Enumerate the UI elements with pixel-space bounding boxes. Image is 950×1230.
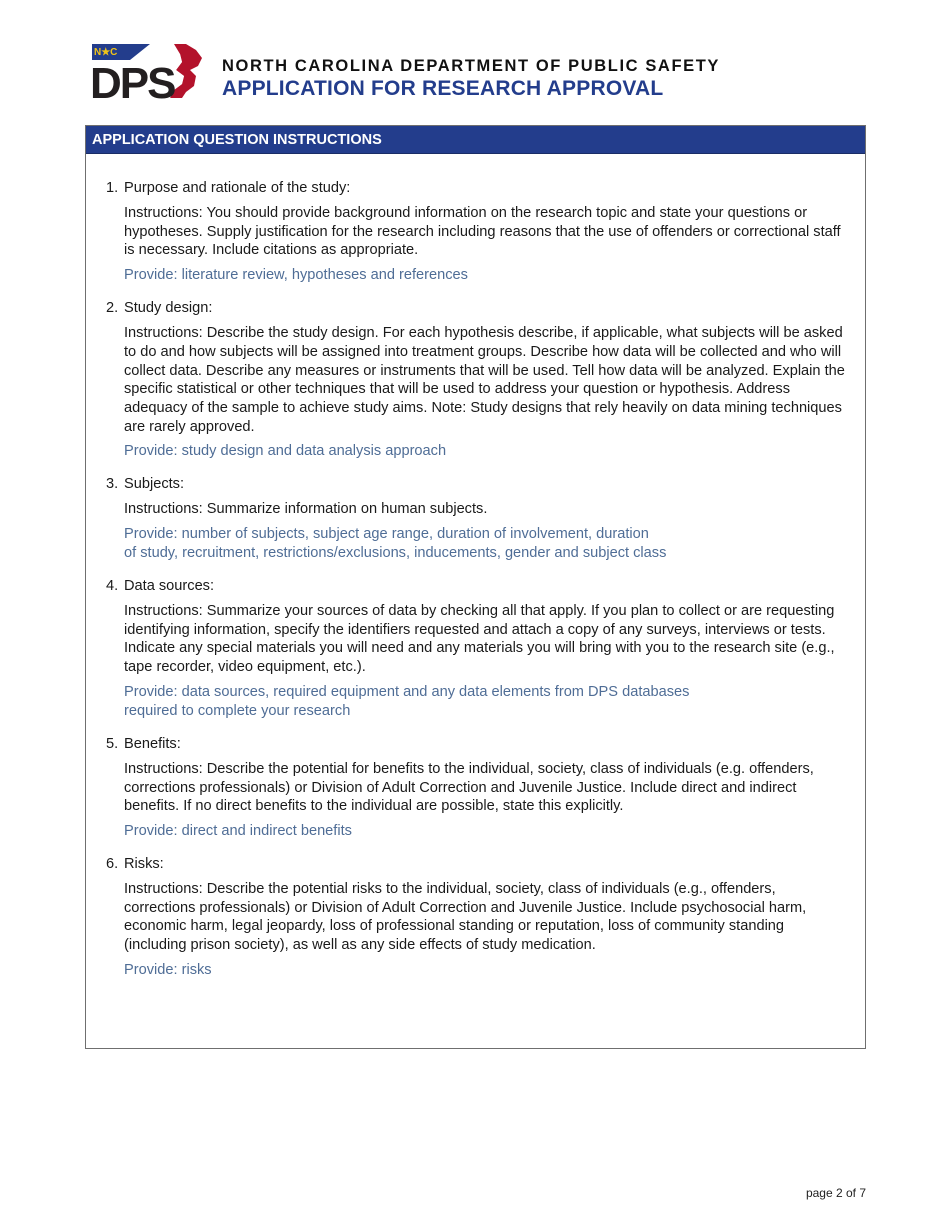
- question-instructions: Instructions: Describe the potential for benefits to the individual, society, class of individuals (e.g. offenders, corrections professionals) or Division of Adult Correction and Juvenile Justice. Include direct and indirect benefits. If no direct benefits to the individual are possible, state this explicitly.: [124, 760, 814, 815]
- question-title: Risks:: [124, 855, 164, 872]
- document-title: APPLICATION FOR RESEARCH APPROVAL: [222, 77, 664, 100]
- question-title: Purpose and rationale of the study:: [124, 180, 351, 196]
- question-instructions: Instructions: You should provide background information on the research topic and state your questions or hypotheses. Supply justification for the research including reasons that the use of offenders or correctional staff is necessary. Include citations as appropriate.: [124, 205, 841, 259]
- question-number: 3.: [106, 476, 119, 493]
- question-title: Subjects:: [124, 476, 185, 493]
- question-item: [86, 475, 865, 563]
- question-instructions: Instructions: Describe the potential risks to the individual, society, class of individuals (e.g., offenders, corrections professionals) or Division of Adult Correction and Juvenile Justice. Include psychosocial harm, economic harm, legal jeopardy, loss of professional standing or reputation, loss of community standing (including prison society), as well as any side effects of study medication.: [124, 880, 807, 954]
- question-number: 4.: [106, 578, 119, 595]
- question-instructions: Instructions: Describe the study design. For each hypothesis describe, if applicable, what subjects will be asked to do and how subjects will be assigned into treatment groups. Describe how data will be collected and who will collect data. Describe any measures or instruments that will be used. Tell how data will be analyzed. Explain the specific statistical or other techniques that will be used to address your question or hypothesis. Address adequacy of the sample to achieve study aims. Note: Study designs that rely heavily on data mining techniques are rarely approved.: [124, 325, 845, 435]
- question-number: 6.: [106, 855, 119, 872]
- logo-badge-text: N★C: [94, 47, 118, 58]
- question-instructions: Instructions: Summarize your sources of data by checking all that apply. If you plan to collect or are requesting identifying information, specify the identifiers requested and attach a copy of any surveys, interviews or tests. Indicate any special materials you will need and any materials you will bring with you to the research site (e.g., tape recorder, video equipment, etc.).: [124, 603, 835, 676]
- question-item: [86, 577, 865, 721]
- page-number: page 2 of 7: [805, 1186, 866, 1200]
- organization-title: NORTH CAROLINA DEPARTMENT OF PUBLIC SAFETY: [222, 57, 721, 75]
- document-header: [90, 42, 870, 102]
- section-title: APPLICATION QUESTION INSTRUCTIONS: [86, 126, 865, 154]
- question-provide: Provide: study design and data analysis approach: [124, 443, 447, 460]
- question-item: [86, 299, 865, 461]
- question-number: 1.: [106, 180, 119, 196]
- question-provide: Provide: risks: [124, 961, 212, 978]
- question-provide: Provide: literature review, hypotheses and references: [124, 267, 468, 284]
- question-number: 2.: [106, 300, 119, 317]
- question-provide-line: of study, recruitment, restrictions/exclusions, inducements, gender and subject class: [124, 545, 667, 562]
- question-list: [86, 179, 865, 994]
- question-number: 5.: [106, 735, 119, 752]
- question-title: Data sources:: [124, 578, 215, 595]
- question-item: [86, 735, 865, 841]
- question-instructions: Instructions: Summarize information on human subjects.: [124, 501, 488, 518]
- logo-text: DPS: [90, 59, 175, 100]
- instructions-panel: [85, 125, 866, 1049]
- question-provide: Provide: direct and indirect benefits: [124, 822, 352, 839]
- question-title: Benefits:: [124, 735, 181, 752]
- question-provide-line: Provide: data sources, required equipment and any data elements from DPS databases: [124, 683, 690, 700]
- dps-logo: [90, 42, 204, 100]
- question-title: Study design:: [124, 300, 213, 317]
- question-item: [86, 179, 865, 285]
- question-item: [86, 855, 865, 980]
- question-provide-line: Provide: number of subjects, subject age range, duration of involvement, duration: [124, 526, 649, 543]
- question-provide-line: required to complete your research: [124, 702, 351, 719]
